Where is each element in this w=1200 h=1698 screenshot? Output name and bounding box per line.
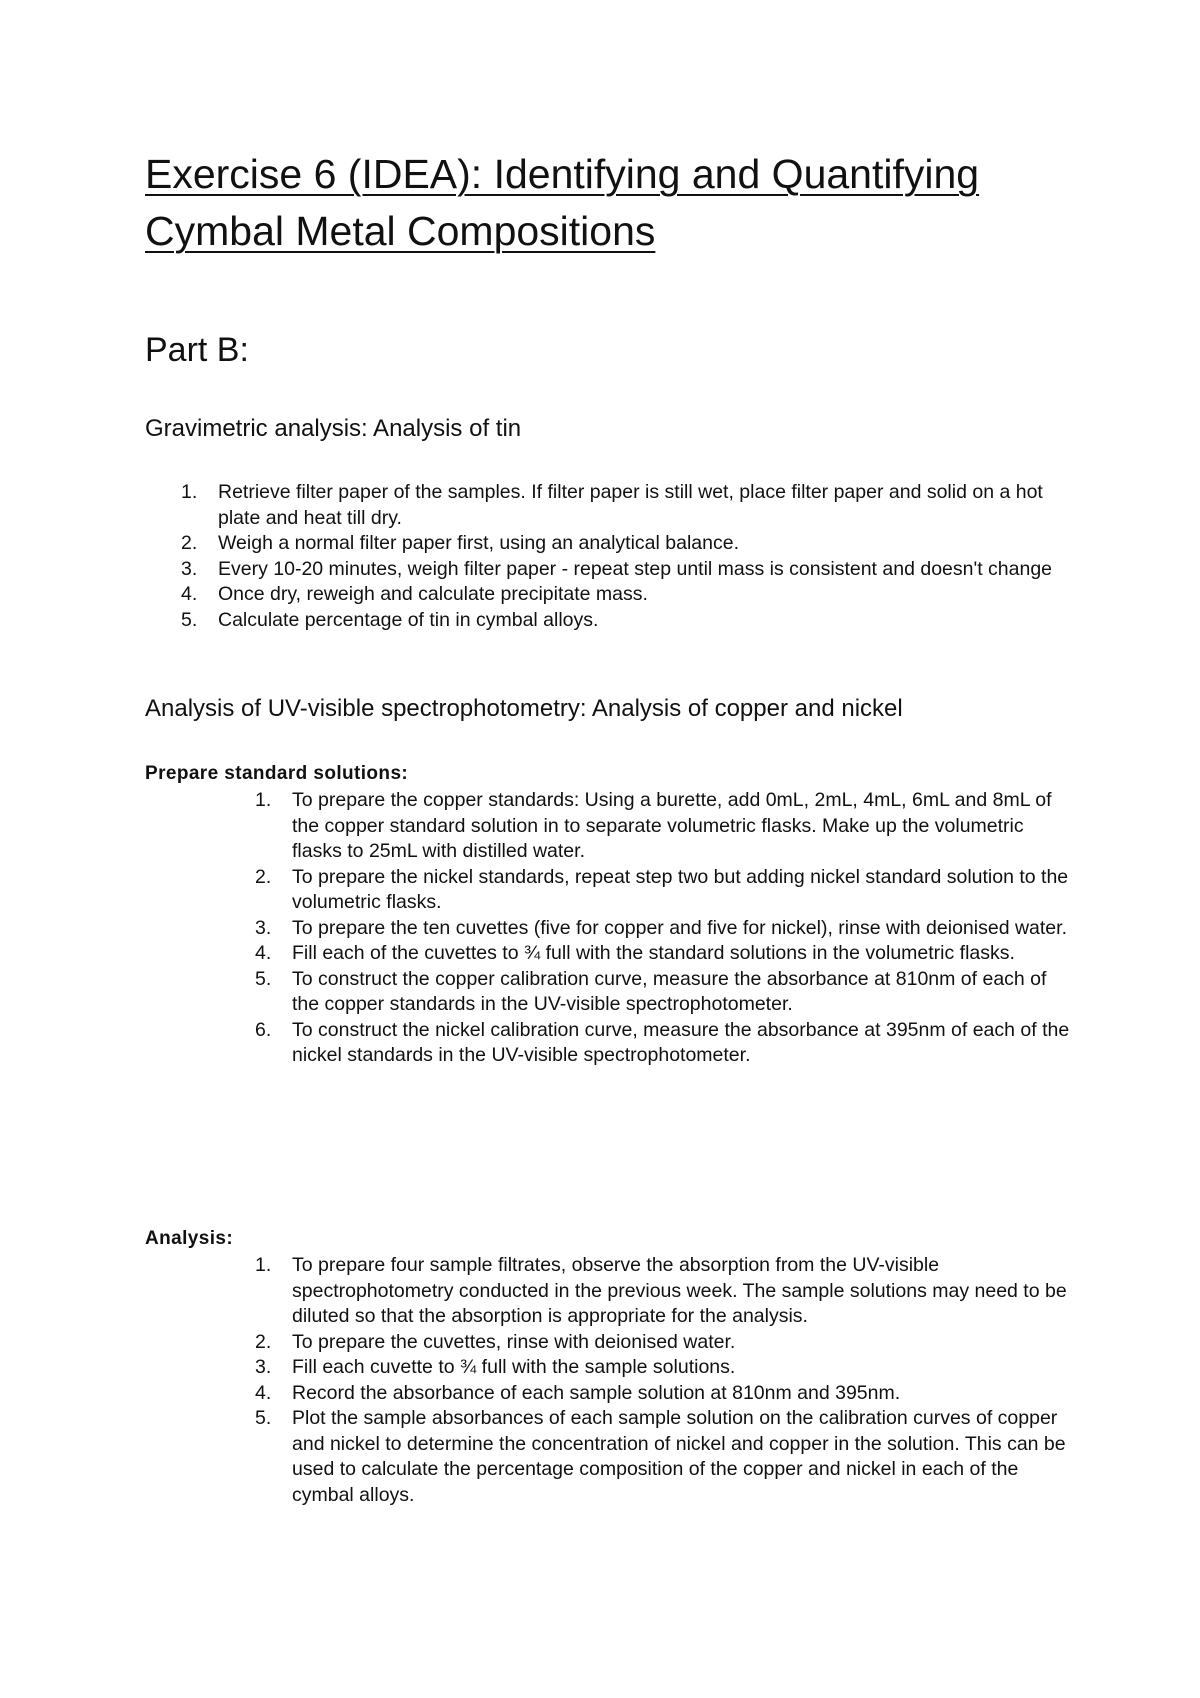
list-item [255, 1253, 1077, 1330]
list-item [255, 1406, 1077, 1508]
step-text: Record the absorbance of each sample solution at 810nm and 395nm. [292, 1381, 901, 1404]
step-number: 3. [255, 1356, 272, 1378]
step-number: 5. [255, 967, 272, 990]
step-number: 1. [255, 789, 272, 811]
step-text: To construct the copper calibration curve, measure the absorbance at 810nm of each of the copper standards in the UV-visible spectrophotometer. [292, 967, 1047, 1015]
list-item [181, 480, 1078, 531]
step-text: To prepare the ten cuvettes (five for copper and five for nickel), rinse with deionised water. [292, 916, 1067, 939]
steps-list-analysis [255, 1253, 1077, 1508]
list-item [181, 582, 1078, 608]
step-number: 5. [181, 608, 198, 631]
subheading-prepare-standards: Prepare standard solutions: [145, 763, 409, 784]
step-number: 5. [255, 1407, 272, 1429]
section-heading-uv-visible: Analysis of UV-visible spectrophotometry: Analysis of copper and nickel [145, 695, 903, 722]
step-number: 3. [255, 916, 272, 939]
step-text: To prepare the copper standards: Using a burette, add 0mL, 2mL, 4mL, 6mL and 8mL of the copper standard solution in to separate volumetric flasks. Make up the volumetric flasks to 25mL with distilled water. [292, 789, 1052, 862]
step-text: To prepare the nickel standards, repeat step two but adding nickel standard solution to the volumetric flasks. [292, 865, 1069, 913]
step-text: To prepare four sample filtrates, observe the absorption from the UV-visible spectrophotometry conducted in the previous week. The sample solutions may need to be diluted so that the absorption is appropriate for the analysis. [292, 1254, 1067, 1327]
step-number: 2. [181, 532, 198, 554]
step-text: Plot the sample absorbances of each sample solution on the calibration curves of copper and nickel to determine the concentration of nickel and copper in the solution. This can be used to calculate the percentage composition of the copper and nickel in each of the cymbal alloys. [292, 1407, 1066, 1506]
part-heading: Part B: [145, 331, 249, 369]
step-text: Retrieve filter paper of the samples. If filter paper is still wet, place filter paper and solid on a hot plate and heat till dry. [218, 481, 1043, 529]
step-text: Every 10-20 minutes, weigh filter paper - repeat step until mass is consistent and doesn't change [218, 557, 1053, 580]
list-item [255, 967, 1077, 1018]
step-text: To construct the nickel calibration curve, measure the absorbance at 395nm of each of the nickel standards in the UV-visible spectrophotometer. [292, 1018, 1070, 1066]
list-item [255, 1018, 1077, 1069]
list-item [255, 1381, 1077, 1407]
section-heading-gravimetric: Gravimetric analysis: Analysis of tin [145, 415, 522, 442]
step-text: Calculate percentage of tin in cymbal alloys. [218, 608, 599, 631]
list-item [255, 788, 1077, 865]
step-text: Fill each of the cuvettes to ¾ full with the standard solutions in the volumetric flasks. [292, 942, 1015, 964]
step-text: To prepare the cuvettes, rinse with deionised water. [292, 1330, 736, 1353]
document-title: Exercise 6 (IDEA): Identifying and Quantifying Cymbal Metal Compositions [145, 151, 980, 254]
list-item [255, 941, 1077, 967]
list-item [255, 1330, 1077, 1356]
steps-list-tin [181, 480, 1078, 633]
step-text: Weigh a normal filter paper first, using an analytical balance. [218, 532, 739, 554]
step-number: 4. [255, 1381, 272, 1404]
step-number: 4. [255, 942, 272, 964]
list-item [181, 557, 1078, 583]
step-number: 1. [255, 1254, 272, 1276]
step-number: 2. [255, 865, 272, 888]
step-number: 1. [181, 481, 198, 503]
step-number: 3. [181, 557, 198, 580]
step-number: 4. [181, 583, 198, 605]
list-item [181, 531, 1078, 557]
list-item [255, 1355, 1077, 1381]
list-item [181, 608, 1078, 634]
step-text: Once dry, reweigh and calculate precipitate mass. [218, 583, 648, 605]
step-text: Fill each cuvette to ¾ full with the sample solutions. [292, 1356, 736, 1378]
list-item [255, 916, 1077, 942]
list-item [255, 865, 1077, 916]
steps-list-standards [255, 788, 1077, 1069]
step-number: 6. [255, 1018, 272, 1041]
step-number: 2. [255, 1330, 272, 1353]
subheading-analysis: Analysis: [145, 1228, 234, 1249]
